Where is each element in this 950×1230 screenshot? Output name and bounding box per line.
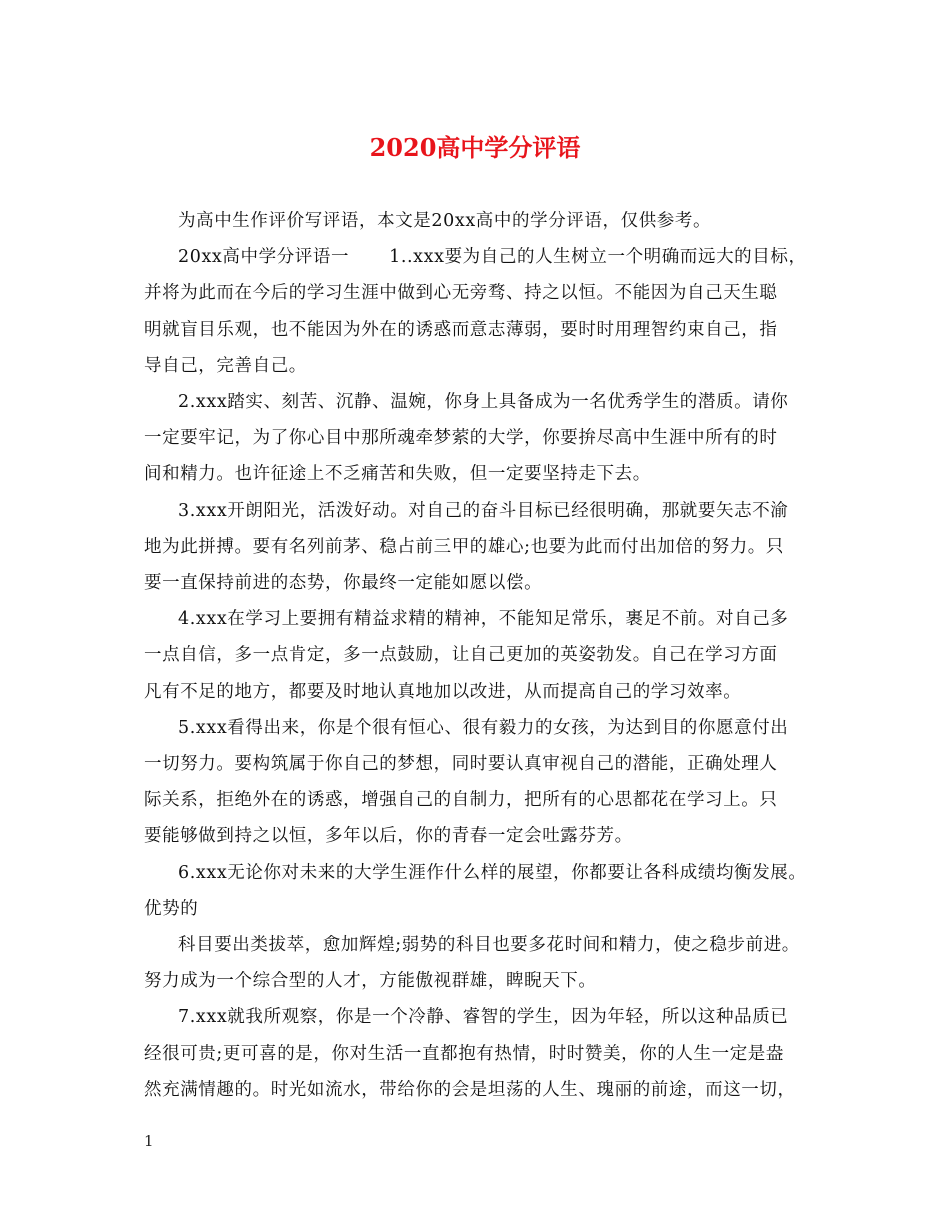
text-line: 2.xxx踏实、刻苦、沉静、温婉，你身上具备成为一名优秀学生的潜质。请你: [178, 392, 789, 413]
text-line: [144, 239, 830, 275]
comment-2-paragraph: [144, 384, 830, 493]
text-line: 际关系，拒绝外在的诱惑，增强自己的自制力，把所有的心思都花在学习上。只: [144, 790, 778, 811]
text-line: 3.xxx开朗阳光，活泼好动。对自己的奋斗目标已经很明确，那就要矢志不渝: [178, 500, 789, 521]
text-line: 然充满情趣的。时光如流水，带给你的会是坦荡的人生、瑰丽的前途，而这一切，: [144, 1079, 796, 1100]
comment-1-paragraph: [144, 239, 830, 384]
text-line: 间和精力。也许征途上不乏痛苦和失败，但一定要坚持走下去。: [144, 464, 651, 485]
comment-5-paragraph: [144, 710, 830, 855]
text-line: 要能够做到持之以恒，多年以后，你的青春一定会吐露芬芳。: [144, 826, 633, 847]
intro-paragraph: [144, 203, 830, 239]
comment-7-paragraph: [144, 999, 830, 1108]
text-line: 经很可贵;更可喜的是，你对生活一直都抱有热情，时时赞美，你的人生一定是盎: [144, 1043, 784, 1064]
text-line: 并将为此而在今后的学习生涯中做到心无旁骛、持之以恒。不能因为自己天生聪: [144, 283, 778, 304]
text-line: 为高中生作评价写评语，本文是20xx高中的学分评语，仅供参考。: [178, 211, 712, 231]
page-number: 1: [144, 1132, 154, 1150]
document-title: 2020高中学分评语: [369, 133, 581, 162]
comment-6-paragraph: [144, 855, 830, 1000]
text-line: 导自己，完善自己。: [144, 355, 307, 376]
text-line: 6.xxx无论你对未来的大学生涯作什么样的展望，你都要让各科成绩均衡发展。: [178, 862, 807, 883]
text-line: 凡有不足的地方，都要及时地认真地加以改进，从而提高自己的学习效率。: [144, 681, 742, 702]
section-heading: 20xx高中学分评语一: [178, 247, 350, 268]
text-line: 科目要出类拔萃，愈加辉煌;弱势的科目也要多花时间和精力，使之稳步前进。: [178, 935, 800, 956]
text-line: 一点自信，多一点肯定，多一点鼓励，让自己更加的英姿勃发。自己在学习方面: [144, 645, 778, 666]
text-line: 要一直保持前进的态势，你最终一定能如愿以偿。: [144, 573, 543, 594]
text-line: 优势的: [144, 898, 199, 919]
comment-4-paragraph: [144, 601, 830, 710]
document-body: [144, 203, 830, 1108]
comment-3-paragraph: [144, 493, 830, 602]
text-segment: 1..xxx要为自己的人生树立一个明确而远大的目标，: [389, 247, 807, 268]
text-line: 明就盲目乐观，也不能因为外在的诱惑而意志薄弱，要时时用理智约束自己，指: [144, 319, 778, 340]
text-line: 一定要牢记，为了你心目中那所魂牵梦萦的大学，你要拚尽高中生涯中所有的时: [144, 428, 778, 449]
text-line: 5.xxx看得出来，你是个很有恒心、很有毅力的女孩，为达到目的你愿意付出: [178, 717, 789, 738]
text-line: 4.xxx在学习上要拥有精益求精的精神，不能知足常乐，裹足不前。对自己多: [178, 609, 789, 630]
text-line: 一切努力。要构筑属于你自己的梦想，同时要认真审视自己的潜能，正确处理人: [144, 754, 778, 775]
text-line: 地为此拼搏。要有名列前茅、稳占前三甲的雄心;也要为此而付出加倍的努力。只: [144, 536, 784, 557]
text-line: 努力成为一个综合型的人才，方能傲视群雄，睥睨天下。: [144, 971, 597, 992]
text-line: 7.xxx就我所观察，你是一个冷静、睿智的学生，因为年轻，所以这种品质已: [178, 1007, 789, 1028]
